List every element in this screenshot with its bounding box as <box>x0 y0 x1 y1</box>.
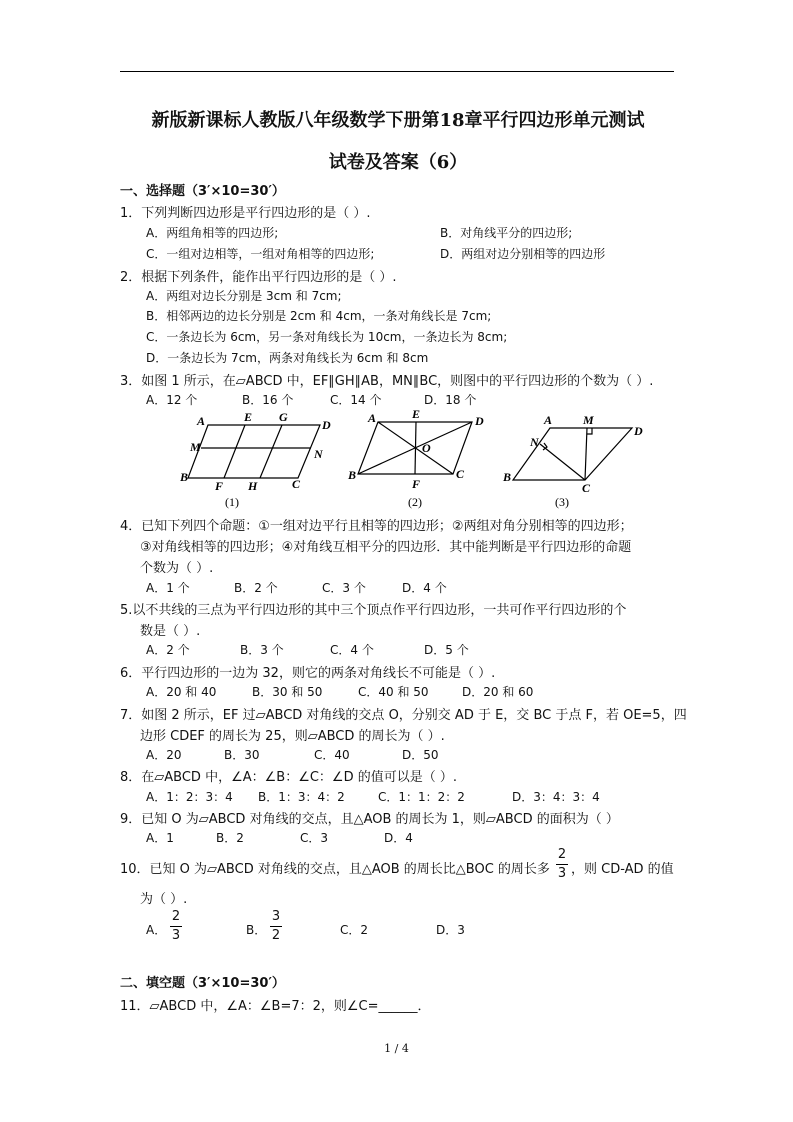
question-10-option-c: C．2 <box>340 923 369 937</box>
question-6-option-d: D．20 和 60 <box>462 685 534 699</box>
question-9-option-c: C．3 <box>300 831 329 845</box>
fraction-numerator: 2 <box>557 847 567 862</box>
figure-2-caption: (2) <box>408 495 422 509</box>
fig2-label-b: B <box>348 468 357 482</box>
fig2-label-d: D <box>475 414 484 428</box>
fraction-denominator: 2 <box>271 928 281 943</box>
question-5-option-b: B．3 个 <box>240 643 284 657</box>
fig2-label-e: E <box>412 407 421 421</box>
question-2-option-b: B．相邻两边的边长分别是 2cm 和 4cm，一条对角线长是 7cm; <box>146 309 492 323</box>
fig1-label-n: N <box>314 447 323 461</box>
fig2-label-o: O <box>422 441 431 455</box>
document-title-line1: 新版新课标人教版八年级数学下册第18章平行四边形单元测试 <box>151 110 645 131</box>
fig1-label-m: M <box>190 440 201 454</box>
question-5-option-c: C．4 个 <box>330 643 374 657</box>
fraction-denominator: 3 <box>171 928 181 943</box>
question-3-option-c: C．14 个 <box>330 393 382 407</box>
figure-3-parallelogram-heights <box>498 408 648 514</box>
page-number: 1 / 4 <box>384 1042 409 1055</box>
fraction-numerator: 3 <box>271 909 281 924</box>
question-4-line1: 4．已知下列四个命题：①一组对边平行且相等的四边形；②两组对角分别相等的四边形； <box>120 519 633 534</box>
figure-1-parallelogram-grid <box>180 408 340 518</box>
question-3-option-b: B．16 个 <box>242 393 294 407</box>
question-1-option-c: C．一组对边相等，一组对角相等的四边形; <box>146 247 375 261</box>
fig3-label-b: B <box>503 470 512 484</box>
question-11: 11．▱ABCD 中，∠A：∠B=7：2，则∠C=______． <box>120 999 431 1014</box>
question-6-option-b: B．30 和 50 <box>252 685 323 699</box>
question-1-stem: 1．下列判断四边形是平行四边形的是（ ）. <box>120 206 371 221</box>
question-2-option-c: C．一条边长为 6cm，另一条对角线长为 10cm，一条边长为 8cm; <box>146 330 508 344</box>
question-10-option-b: B． <box>246 923 267 937</box>
fig1-label-b: B <box>180 470 189 484</box>
question-10-option-a-fraction <box>170 909 182 944</box>
question-8-option-b: B．1：3：4：2 <box>258 790 345 804</box>
question-9-stem: 9．已知 O 为▱ABCD 对角线的交点，且△AOB 的周长为 1，则▱ABCD 的面积为（ ） <box>120 812 619 827</box>
fig3-label-a: A <box>544 413 553 427</box>
question-5-option-a: A．2 个 <box>146 643 190 657</box>
question-4-option-c: C．3 个 <box>322 581 366 595</box>
question-1-option-d: D．两组对边分别相等的四边形 <box>440 247 606 261</box>
question-8-stem: 8．在▱ABCD 中，∠A：∠B：∠C：∠D 的值可以是（ ）. <box>120 770 457 785</box>
fig2-label-c: C <box>456 467 465 481</box>
question-1-option-b: B．对角线平分的四边形; <box>440 226 573 240</box>
question-5-line2: 数是（ ）. <box>140 624 201 639</box>
question-7-option-b: B．30 <box>224 748 260 762</box>
fig1-label-c: C <box>292 477 301 491</box>
fraction-denominator: 3 <box>557 866 567 881</box>
question-6-stem: 6．平行四边形的一边为 32，则它的两条对角线长不可能是（ ）. <box>120 666 496 681</box>
question-3-stem: 3．如图 1 所示，在▱ABCD 中，EF∥GH∥AB，MN∥BC，则图中的平行四边形的个数为（ ）. <box>120 374 654 389</box>
question-9-option-b: B．2 <box>216 831 244 845</box>
question-8-option-d: D．3：4：3：4 <box>512 790 600 804</box>
question-7-line1: 7．如图 2 所示，EF 过▱ABCD 对角线的交点 O，分别交 AD 于 E，交 BC 于点 F，若 OE=5，四 <box>120 708 687 723</box>
question-10-option-d: D．3 <box>436 923 465 937</box>
section-heading-fill-in: 二、填空题（3′×10=30′） <box>120 976 285 991</box>
question-10-option-a: A． <box>146 923 167 937</box>
question-4-option-b: B．2 个 <box>234 581 278 595</box>
question-5-option-d: D．5 个 <box>424 643 469 657</box>
question-7-option-d: D．50 <box>402 748 439 762</box>
fig3-label-d: D <box>634 424 643 438</box>
question-10-stem: 10．已知 O 为▱ABCD 对角线的交点，且△AOB 的周长比△BOC 的周长多 <box>120 862 550 877</box>
header-rule <box>120 71 674 72</box>
question-10-line2: 为（ ）. <box>140 892 188 907</box>
fig1-label-f: F <box>215 479 224 493</box>
question-10-stem-tail: ，则 CD-AD 的值 <box>571 862 674 877</box>
figure-2-parallelogram-diagonals <box>342 406 492 518</box>
fig1-label-h: H <box>248 479 258 493</box>
question-7-line2: 边形 CDEF 的周长为 25，则▱ABCD 的周长为（ ）. <box>140 729 445 744</box>
question-10-fraction <box>556 847 568 882</box>
question-9-option-a: A．1 <box>146 831 174 845</box>
fig1-label-e: E <box>244 410 253 424</box>
fig1-label-a: A <box>197 414 206 428</box>
fig2-label-a: A <box>368 411 377 425</box>
question-7-option-c: C．40 <box>314 748 350 762</box>
question-10-option-b-fraction <box>270 909 282 944</box>
question-2-stem: 2．根据下列条件，能作出平行四边形的是（ ）. <box>120 270 397 285</box>
question-7-option-a: A．20 <box>146 748 182 762</box>
fig3-label-c: C <box>582 481 591 495</box>
figure-1-caption: (1) <box>225 495 239 509</box>
fig2-label-f: F <box>412 477 421 491</box>
question-6-option-c: C．40 和 50 <box>358 685 429 699</box>
question-2-option-a: A．两组对边长分别是 3cm 和 7cm; <box>146 289 342 303</box>
question-1-option-a: A．两组角相等的四边形; <box>146 226 279 240</box>
question-4-line2: ③对角线相等的四边形；④对角线互相平分的四边形．其中能判断是平行四边形的命题 <box>140 540 632 555</box>
question-8-option-a: A．1：2：3：4 <box>146 790 233 804</box>
question-2-option-d: D．一条边长为 7cm，两条对角线长为 6cm 和 8cm <box>146 351 429 365</box>
question-4-option-a: A．1 个 <box>146 581 190 595</box>
question-3-option-d: D．18 个 <box>424 393 477 407</box>
fig3-label-m: M <box>583 413 594 427</box>
question-4-line3: 个数为（ ）. <box>140 561 214 576</box>
question-8-option-c: C．1：1：2：2 <box>378 790 465 804</box>
question-5-line1: 5.以不共线的三点为平行四边形的其中三个顶点作平行四边形，一共可作平行四边形的个 <box>120 603 627 618</box>
document-title-line2: 试卷及答案（6） <box>328 152 468 173</box>
fig3-label-n: N <box>530 435 539 449</box>
fraction-numerator: 2 <box>171 909 181 924</box>
question-9-option-d: D．4 <box>384 831 413 845</box>
figure-3-caption: (3) <box>555 495 569 509</box>
question-6-option-a: A．20 和 40 <box>146 685 217 699</box>
section-heading-choice: 一、选择题（3′×10=30′） <box>120 184 285 199</box>
fig1-label-g: G <box>279 410 288 424</box>
fig1-label-d: D <box>322 418 331 432</box>
question-3-option-a: A．12 个 <box>146 393 198 407</box>
question-4-option-d: D．4 个 <box>402 581 447 595</box>
